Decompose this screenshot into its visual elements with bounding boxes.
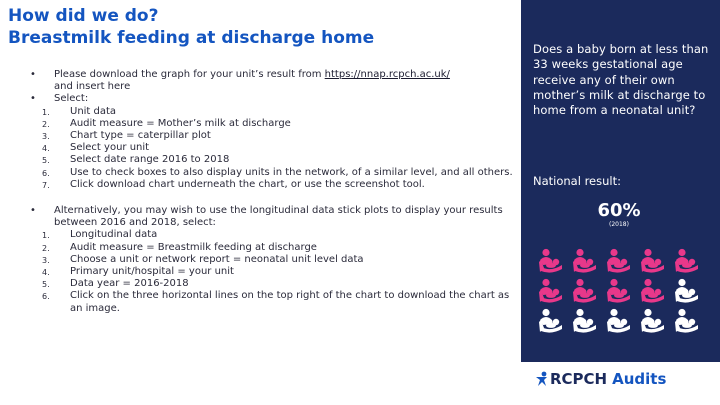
rcpch-star-icon (535, 371, 548, 387)
bullet-alternative: • Alternatively, you may wish to use the longitudinal data stick plots to display your results between 2016 and 2018, select: (30, 205, 503, 229)
bullet-download: • Please download the graph for your unit’s result from https://nnap.rcpch.ac.uk/ and insert here (30, 69, 450, 93)
breastfeeding-mother-icon (537, 248, 565, 274)
breastfeeding-mother-icon (537, 278, 565, 304)
list-item: 3. Chart type = caterpillar plot (42, 130, 211, 142)
list-item: 4. Primary unit/hospital = your unit (42, 266, 234, 278)
list-item: 1. Longitudinal data (42, 229, 158, 241)
list-item: 2. Audit measure = Mother’s milk at discharge (42, 117, 291, 129)
instructions (30, 69, 520, 315)
section-longitudinal (30, 205, 520, 315)
rcpch-audits-logo (535, 370, 666, 388)
list-item: 6. Use to check boxes to also display units in the network, of a similar level, and all others. (42, 166, 513, 178)
national-result-stat (593, 201, 645, 229)
title-line-1: How did we do? (8, 6, 159, 26)
result-value: 60% (597, 200, 641, 221)
title-line-2: Breastmilk feeding at discharge home (8, 28, 375, 48)
breastfeeding-mother-icon (571, 248, 599, 274)
breastfeeding-mother-icon (639, 278, 667, 304)
breastfeeding-mother-icon (673, 248, 701, 274)
breastfeeding-mother-icon (639, 248, 667, 274)
nnap-link[interactable]: https://nnap.rcpch.ac.uk/ (324, 69, 450, 80)
breastfeeding-mother-icon (673, 278, 701, 304)
list-item: 6. Click on the three horizontal lines on the top right of the chart to download the chart as an image. (42, 290, 510, 314)
list-item: 3. Choose a unit or network report = neonatal unit level data (42, 253, 364, 265)
national-result-label: National result: (533, 174, 621, 188)
bullet-download-text: Please download the graph for your unit’s result from (54, 69, 325, 80)
breastfeeding-mother-icon (673, 308, 701, 334)
slide-title (8, 5, 508, 49)
steps-list-2 (30, 229, 520, 314)
list-item: 2. Audit measure = Breastmilk feeding at discharge (42, 241, 317, 253)
list-item: 7. Click download chart underneath the chart, or use the screenshot tool. (42, 178, 425, 190)
result-panel (521, 0, 720, 405)
list-item: 4. Select your unit (42, 142, 150, 154)
breastfeeding-mother-icon (571, 278, 599, 304)
bullet-alternative-text: Alternatively, you may wish to use the longitudinal data stick plots to display your results between 2016 and 2018, select: (54, 205, 503, 229)
bullet-select: • Select: (30, 93, 89, 105)
breastfeeding-mother-icon (605, 248, 633, 274)
breastfeeding-mother-icon (537, 308, 565, 334)
breastfeeding-mother-icon (639, 308, 667, 334)
list-item: 5. Data year = 2016-2018 (42, 278, 189, 290)
pictogram-grid (537, 248, 709, 334)
result-year: (2018) (609, 221, 629, 228)
bullet-download-line2: and insert here (54, 81, 131, 93)
panel-question: Does a baby born at less than 33 weeks gestational age receive any of their own mother’s milk at discharge to home from a neonatal unit? (533, 42, 709, 118)
breastfeeding-mother-icon (605, 278, 633, 304)
bullet-select-text: Select: (54, 93, 89, 105)
steps-list-1 (30, 106, 520, 191)
list-item: 5. Select date range 2016 to 2018 (42, 154, 230, 166)
breastfeeding-mother-icon (571, 308, 599, 334)
list-item: 1. Unit data (42, 105, 117, 117)
footer (521, 362, 720, 405)
breastfeeding-mother-icon (605, 308, 633, 334)
logo-rcpch: RCPCH (550, 370, 608, 388)
logo-audits: Audits (612, 370, 667, 388)
